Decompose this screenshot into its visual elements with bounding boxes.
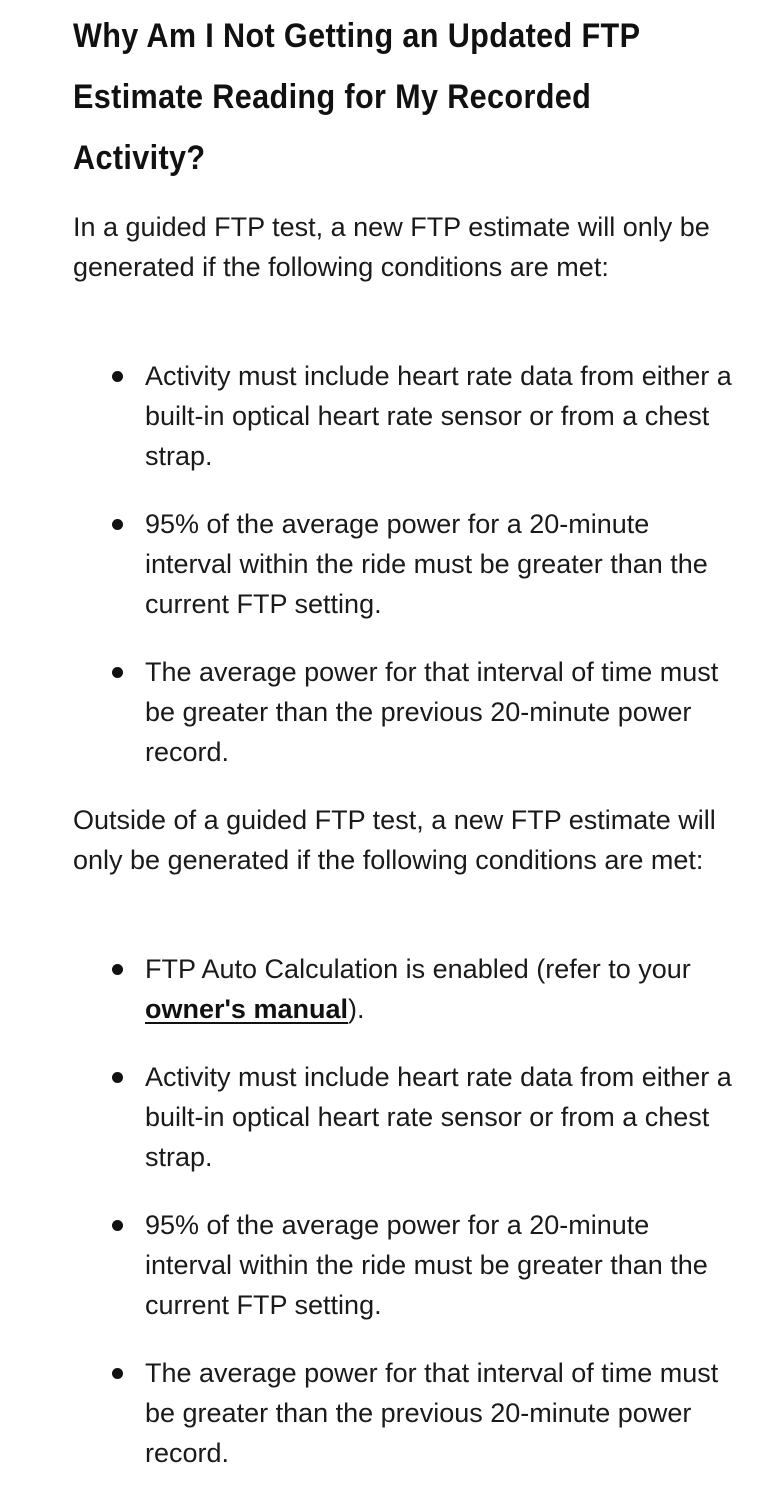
bullet-icon [112,1072,123,1083]
bullet-icon [112,371,123,382]
list-item-text: The average power for that interval of time must be greater than the previous 20-minute power record. [145,657,719,767]
bullet-icon [112,964,123,975]
list-item-text: Activity must include heart rate data from either a built-in optical heart rate sensor or from a chest strap. [145,1062,732,1172]
list-item-text: 95% of the average power for a 20-minute interval within the ride must be greater than the current FTP setting. [145,509,708,619]
list-item [145,356,735,476]
bullet-icon [112,667,123,678]
guided-intro: In a guided FTP test, a new FTP estimate will only be generated if the following conditions are met: [73,212,710,282]
bullet-icon [112,519,123,530]
list-item [145,504,735,624]
list-item [145,949,735,1029]
list-item-text-prefix: FTP Auto Calculation is enabled (refer to your [145,954,691,984]
owners-manual-link[interactable]: owner's manual [145,994,348,1024]
list-item-text-suffix: ). [347,994,365,1024]
outside-intro: Outside of a guided FTP test, a new FTP estimate will only be generated if the following conditions are met: [73,805,716,875]
list-item [145,1353,735,1473]
list-item-text: Activity must include heart rate data from either a built-in optical heart rate sensor or from a chest strap. [145,361,732,471]
guided-conditions-list [145,356,735,800]
bullet-icon [112,1220,123,1231]
list-item-text: 95% of the average power for a 20-minute interval within the ride must be greater than the current FTP setting. [145,1210,708,1320]
page-title: Why Am I Not Getting an Updated FTP Estimate Reading for My Recorded Activity? [73,17,640,177]
list-item-text: The average power for that interval of time must be greater than the previous 20-minute power record. [145,1358,719,1468]
bullet-icon [112,1368,123,1379]
list-item [145,1057,735,1177]
list-item [145,1205,735,1325]
list-item [145,652,735,772]
outside-conditions-list [145,949,735,1501]
